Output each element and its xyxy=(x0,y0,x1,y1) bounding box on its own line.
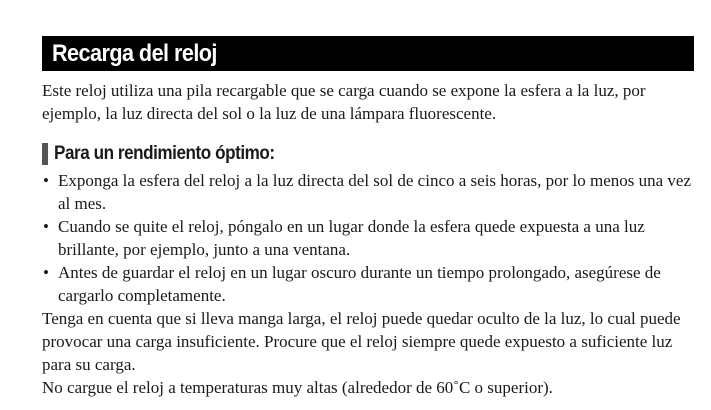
bullet-icon: • xyxy=(43,217,49,236)
tips-list xyxy=(42,169,694,307)
subheading: Para un rendimiento óptimo: xyxy=(54,143,275,164)
section-title-bar xyxy=(42,36,694,71)
list-item xyxy=(42,169,694,215)
subheading-row xyxy=(42,141,694,167)
bullet-icon: • xyxy=(43,171,49,190)
list-item-text: Exponga la esfera del reloj a la luz directa del sol de cinco a seis horas, por lo menos una vez al mes. xyxy=(58,171,692,213)
sleeve-note: Tenga en cuenta que si lleva manga larga, el reloj puede quedar oculto de la luz, lo cual puede provocar una carga insuficiente. Procure que el reloj siempre quede expuesto a suficiente luz para su carga. xyxy=(42,309,681,374)
subheading-marker xyxy=(42,143,48,165)
bullet-icon: • xyxy=(43,263,49,282)
manual-section xyxy=(42,36,694,399)
list-item-text: Cuando se quite el reloj, póngalo en un lugar donde la esfera quede expuesta a una luz brillante, por ejemplo, junto a una ventana. xyxy=(58,217,645,259)
list-item-text: Antes de guardar el reloj en un lugar oscuro durante un tiempo prolongado, asegúrese de cargarlo completamente. xyxy=(58,263,661,305)
section-title: Recarga del reloj xyxy=(52,39,217,67)
list-item xyxy=(42,215,694,261)
intro-paragraph: Este reloj utiliza una pila recargable que se carga cuando se expone la esfera a la luz, por ejemplo, la luz directa del sol o la luz de una lámpara fluorescente. xyxy=(42,81,646,123)
temperature-note: No cargue el reloj a temperaturas muy altas (alrededor de 60˚C o superior). xyxy=(42,378,553,397)
list-item xyxy=(42,261,694,307)
